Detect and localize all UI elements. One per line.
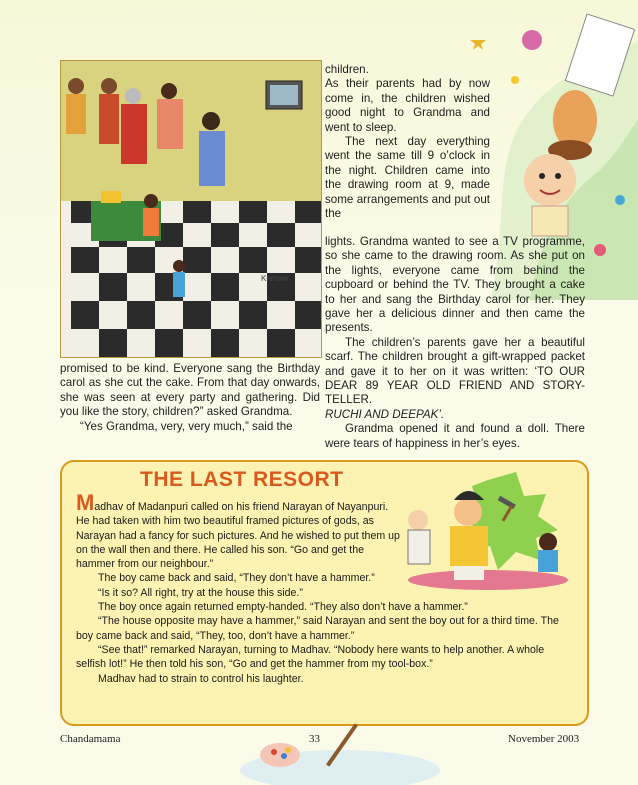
- story-paragraph: The boy came back and said, “They don’t have a hammer.”: [98, 572, 375, 585]
- story-title: THE LAST RESORT: [140, 468, 344, 491]
- left-column-bottom: [60, 362, 320, 434]
- paragraph: “Yes Grandma, very, very much,” said the: [80, 419, 293, 433]
- story-text: [76, 490, 576, 686]
- paragraph: The next day everything went the same till 9 o’clock in the night. Children came into the drawing room at 9, made some arrangements and put out the: [325, 135, 490, 221]
- family-party-drawing: [61, 61, 321, 357]
- right-column-bottom: [325, 235, 585, 451]
- story-paragraph: “The house opposite may have a hammer,” said Narayan and sent the boy out for a third time. The boy came back and said, “They, too, don’t have a hammer.”: [76, 615, 559, 642]
- footer-magazine: Chandamama: [60, 733, 121, 745]
- artist-signature: Krimaw: [261, 274, 288, 283]
- story-paragraph: “See that!” remarked Narayan, turning to Madhav. “Nobody here wants to help another. A whole selfish lot!” He then told his son, “Go and get the hammer from my tool-box.”: [76, 643, 545, 671]
- paragraph: lights. Grandma wanted to see a TV programme, so she came to the drawing room. As she put on the lights, everyone came from behind the cupboard or behind the TV. They brought a cake to her and sang the Birthday carol for her. They gave her a delicious dinner and then came the presents.: [325, 235, 585, 335]
- paragraph: promised to be kind. Everyone sang the Birthday carol as she cut the cake. From that day onwards, she was seen at every party and gathering. Did you like the story, children?” asked Grandma.: [60, 362, 320, 419]
- story-first-paragraph: adhav of Madanpuri called on his friend Narayan of Nayanpuri. He had taken with him two beautiful framed pictures of gods, as Narayan had a fancy for such pictures. And he wished to put them up on the wall then and there. He called his son. “Go and get the hammer from our neighbour.”: [76, 501, 400, 571]
- drop-cap: M: [76, 490, 95, 515]
- footer-decoration: [240, 700, 440, 785]
- paragraph: Grandma opened it and found a doll. There were tears of happiness in her’s eyes.: [325, 422, 585, 450]
- footer-date: November 2003: [508, 733, 580, 745]
- paragraph: children.: [325, 63, 369, 76]
- story-paragraph: The boy once again returned empty-handed. “They also don’t have a hammer.”: [98, 601, 468, 614]
- paragraph: As their parents had by now come in, the children wished good night to Grandma and went to sleep.: [325, 77, 490, 134]
- story-paragraph: “Is it so? All right, try at the house this side.”: [98, 586, 303, 599]
- paragraph: RUCHI AND DEEPAK’.: [325, 407, 445, 421]
- story-paragraph: Madhav had to strain to control his laughter.: [98, 672, 304, 685]
- right-column-top: [325, 63, 490, 221]
- page-number: 33: [309, 733, 320, 745]
- story-illustration: [60, 60, 322, 358]
- paragraph: The children’s parents gave her a beautiful scarf. The children brought a gift-wrapped packet and gave it to her on it was written: ‘TO OUR DEAR 89 YEAR OLD FRIEND AND STORY-TELLER.: [325, 335, 585, 407]
